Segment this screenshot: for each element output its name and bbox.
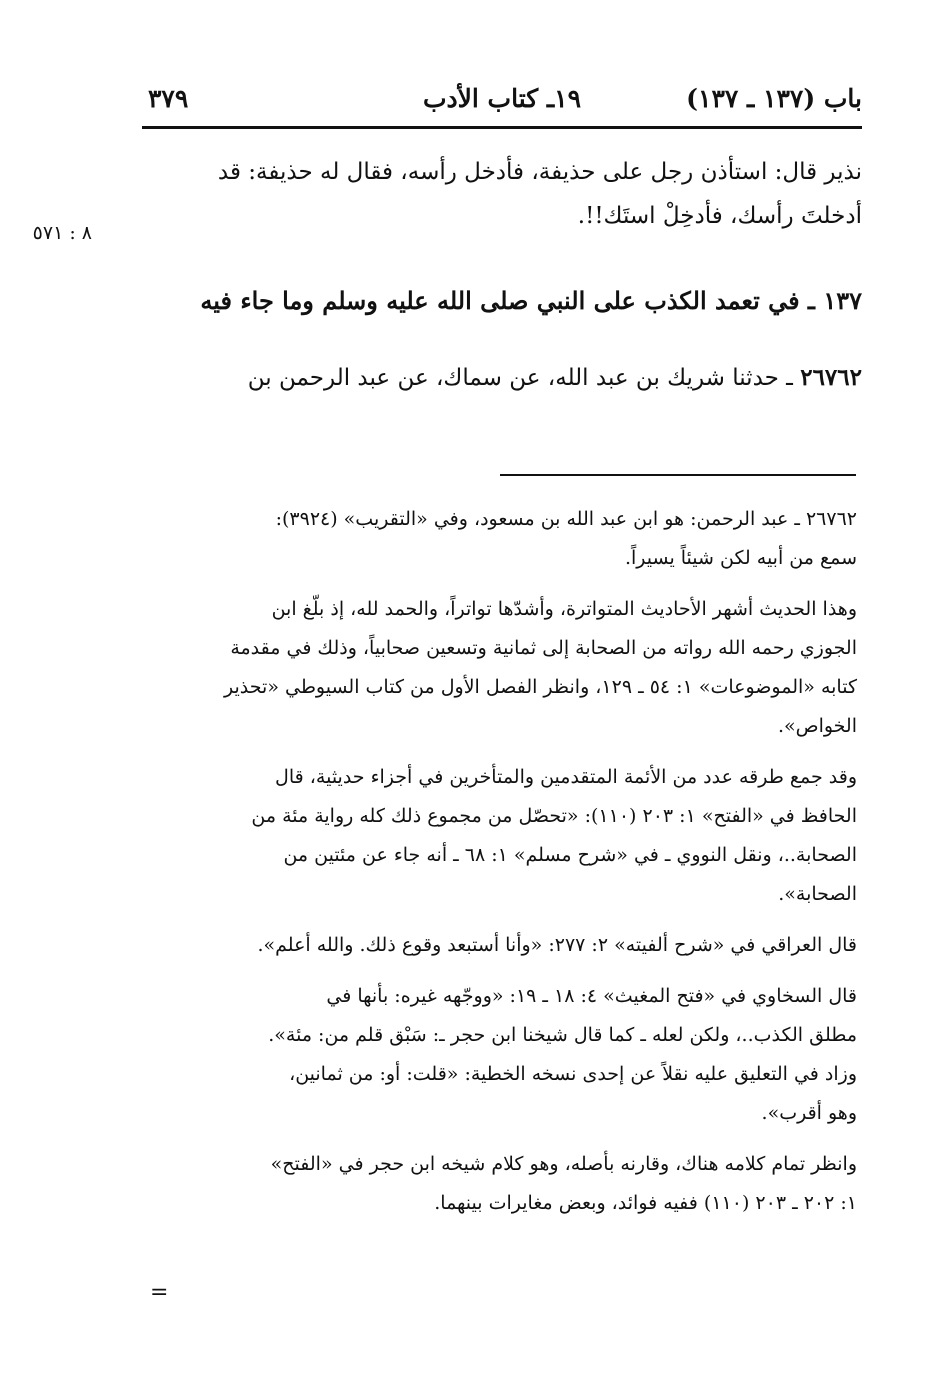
footnote-line: الصحابة». [778, 883, 857, 905]
header-chapter-range: باب (١٣٧ ـ ١٣٧) [686, 84, 862, 113]
header-book-title: ١٩ـ كتاب الأدب [422, 84, 582, 113]
hadith-opening [142, 364, 862, 391]
footnote-line: الجوزي رحمه الله رواته من الصحابة إلى ثمانية وتسعين صحابياً، وذلك في مقدمة [230, 637, 857, 659]
footnote-line: مطلق الكذب..، ولكن لعله ـ كما قال شيخنا ابن حجر ـ: سَبْق قلم من: مئة». [268, 1024, 857, 1046]
footnote-paragraph-3 [142, 758, 857, 914]
footnote-paragraph-6 [142, 1145, 857, 1223]
main-text-line-1: نذير قال: استأذن رجل على حذيفة، فأدخل رأسه، فقال له حذيفة: قد [217, 159, 862, 185]
footnote-line: قال العراقي في «شرح ألفيته» ٢: ٢٧٧: «وأنا أستبعد وقوع ذلك. والله أعلم». [257, 934, 857, 956]
footnote-line: وقد جمع طرقه عدد من الأئمة المتقدمين والمتأخرين في أجزاء حديثية، قال [275, 766, 857, 788]
main-text [142, 150, 862, 238]
page-number: ٣٧٩ [148, 84, 189, 113]
footnote-continuation-mark: = [150, 1280, 169, 1305]
footnote-line: وهذا الحديث أشهر الأحاديث المتواترة، وأشدّها تواتراً، والحمد لله، إذ بلّغ ابن [271, 598, 857, 620]
footnote-line: وانظر تمام كلامه هناك، وقارنه بأصله، وهو كلام شيخه ابن حجر في «الفتح» [270, 1153, 857, 1175]
running-header [142, 78, 862, 122]
footnote-paragraph-1 [142, 500, 857, 578]
chapter-heading: ١٣٧ ـ في تعمد الكذب على النبي صلى الله عليه وسلم وما جاء فيه [200, 286, 862, 315]
header-rule [142, 126, 862, 129]
footnote-line: وهو أقرب». [761, 1102, 857, 1124]
footnote-line: سمع من أبيه لكن شيئاً يسيراً. [624, 547, 857, 569]
footnote-line: الصحابة..، ونقل النووي ـ في «شرح مسلم» ١: ٦٨ ـ أنه جاء عن مئتين من [283, 844, 857, 866]
footnote-paragraph-2 [142, 590, 857, 746]
main-text-line-2: أدخلتَ رأسك، فأدخِلْ استَك!!. [577, 203, 862, 229]
footnote-line: ٢٦٧٦٢ ـ عبد الرحمن: هو ابن عبد الله بن مسعود، وفي «التقريب» (٣٩٢٤): [275, 508, 857, 530]
footnotes [142, 500, 857, 1235]
hadith-text: ـ حدثنا شريك بن عبد الله، عن سماك، عن عبد الرحمن بن [247, 365, 793, 391]
margin-reference: ٨ : ٥٧١ [32, 222, 92, 244]
footnote-line: الحافظ في «الفتح» ١: ٢٠٣ (١١٠): «تحصّل من مجموع ذلك كله رواية مئة من [251, 805, 857, 827]
footnote-line: ١: ٢٠٢ ـ ٢٠٣ (١١٠) ففيه فوائد، وبعض مغايرات بينهما. [434, 1192, 857, 1214]
footnote-line: كتابه «الموضوعات» ١: ٥٤ ـ ١٢٩، وانظر الفصل الأول من كتاب السيوطي «تحذير [224, 676, 857, 698]
footnote-line: الخواص». [777, 715, 857, 737]
footnote-paragraph-4 [142, 926, 857, 965]
footnote-line: وزاد في التعليق عليه نقلاً عن إحدى نسخه الخطية: «قلت: أو: من ثمانين، [289, 1063, 857, 1085]
footnote-paragraph-5 [142, 977, 857, 1133]
hadith-number: ٢٦٧٦٢ [800, 364, 862, 391]
footnote-line: قال السخاوي في «فتح المغيث» ٤: ١٨ ـ ١٩: «ووجّهه غيره: بأنها في [326, 985, 857, 1007]
footnote-separator [500, 474, 856, 476]
